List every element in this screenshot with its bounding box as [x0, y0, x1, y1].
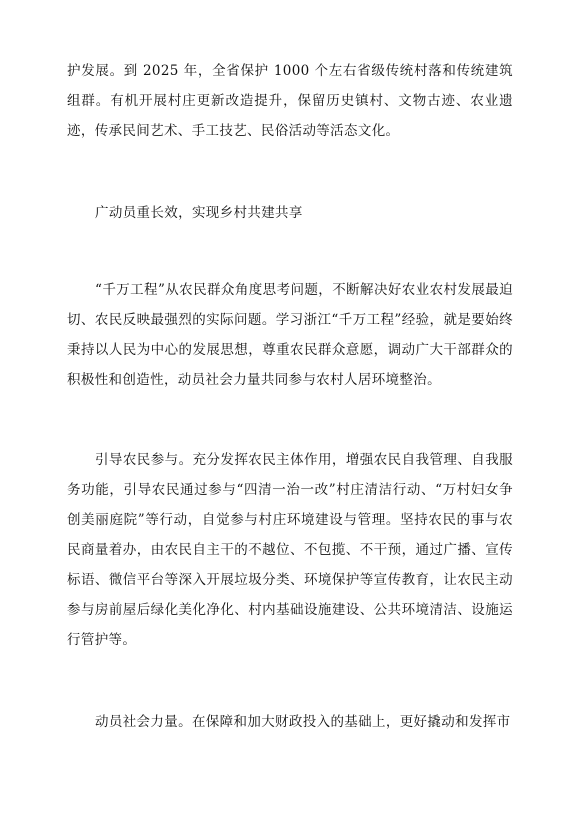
section-heading: 广动员重长效，实现乡村共建共享: [95, 205, 303, 221]
paragraph-mobilize-society: 动员社会力量。在保障和加大财政投入的基础上，更好撬动和发挥市: [95, 714, 511, 730]
document-page: [67, 56, 513, 737]
paragraph-thousand-project: “千万工程”从农民群众角度思考问题，不断解决好农业农村发展最迫切、农民反映最强烈的实际问题。学习浙江“千万工程”经验，就是要始终秉持以人民为中心的发展思想，尊重农民群众意愿，调动广大干部群众的积极性和创造性，动员社会力量共同参与农村人居环境整治。: [67, 282, 513, 388]
paragraph-guide-farmers: 引导农民参与。充分发挥农民主体作用，增强农民自我管理、自我服务功能，引导农民通过参与“四清一治一改”村庄清洁行动、“万村妇女争创美丽庭院”等行动，自觉参与村庄环境建设与管理。坚持农民的事与农民商量着办，由农民自主干的不越位、不包揽、不干预，通过广播、宣传标语、微信平台等深入开展垃圾分类、环境保护等宣传教育，让农民主动参与房前屋后绿化美化净化、村内基础设施建设、公共环境清洁、设施运行管护等。: [67, 452, 513, 648]
paragraph-heritage-protection: 护发展。到 2025 年，全省保护 1000 个左右省级传统村落和传统建筑组群。有机开展村庄更新改造提升，保留历史镇村、文物古迹、农业遗迹，传承民间艺术、手工技艺、民俗活动等活态文化。: [67, 63, 513, 139]
